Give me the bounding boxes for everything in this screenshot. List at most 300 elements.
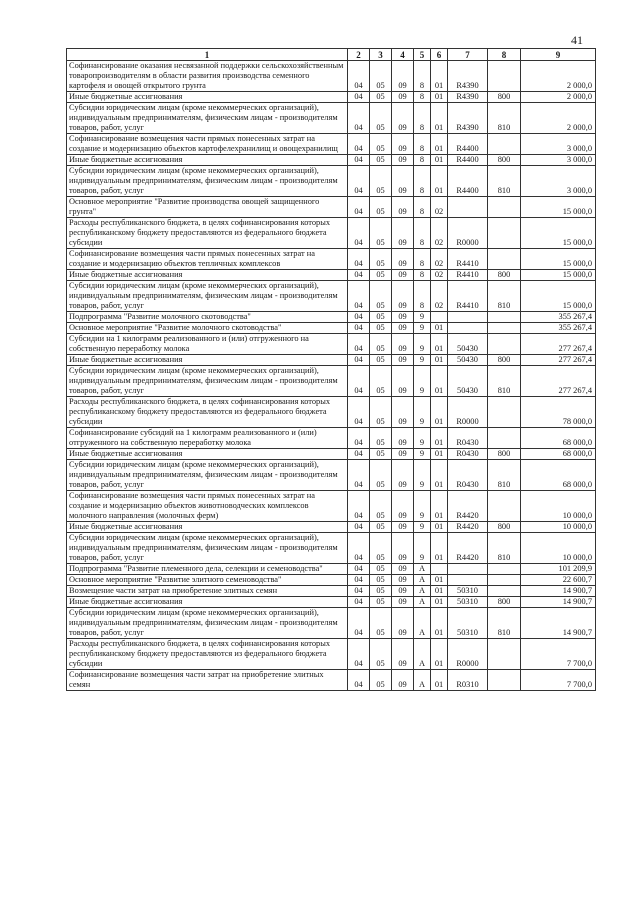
code-cell: R4420 (448, 522, 488, 533)
amount-cell: 15 000,0 (521, 270, 596, 281)
code-cell: 04 (348, 639, 370, 670)
code-cell (488, 323, 521, 334)
row-name: Субсидии юридическим лицам (кроме некоммерческих организаций), индивидуальным предпринимателям, физическим лицам - производителям товаров, работ, услуг (67, 103, 348, 134)
column-header: 7 (448, 49, 488, 61)
code-cell: 09 (392, 397, 414, 428)
code-cell: 9 (414, 397, 431, 428)
table-row (67, 334, 596, 355)
code-cell: 01 (431, 366, 448, 397)
code-cell: 04 (348, 586, 370, 597)
code-cell (488, 575, 521, 586)
code-cell: R4400 (448, 166, 488, 197)
code-cell: 05 (370, 597, 392, 608)
row-name: Расходы республиканского бюджета, в целях софинансирования которых республиканскому бюджету предоставляются из федерального бюджета субсидии (67, 639, 348, 670)
code-cell: 04 (348, 92, 370, 103)
code-cell: R4400 (448, 134, 488, 155)
table-row (67, 397, 596, 428)
code-cell (488, 564, 521, 575)
code-cell: 9 (414, 533, 431, 564)
code-cell: 9 (414, 428, 431, 449)
amount-cell: 2 000,0 (521, 61, 596, 92)
code-cell: 810 (488, 366, 521, 397)
code-cell: 05 (370, 249, 392, 270)
row-name: Иные бюджетные ассигнования (67, 270, 348, 281)
code-cell: 01 (431, 428, 448, 449)
code-cell: 01 (431, 134, 448, 155)
code-cell: 05 (370, 155, 392, 166)
code-cell: 50430 (448, 334, 488, 355)
code-cell (488, 491, 521, 522)
code-cell: А (414, 597, 431, 608)
code-cell: 04 (348, 460, 370, 491)
code-cell: 05 (370, 134, 392, 155)
code-cell: R4400 (448, 155, 488, 166)
table-row (67, 166, 596, 197)
budget-table (66, 48, 596, 691)
code-cell: 09 (392, 670, 414, 691)
table-row (67, 449, 596, 460)
code-cell: 8 (414, 166, 431, 197)
code-cell: 05 (370, 586, 392, 597)
code-cell: 800 (488, 92, 521, 103)
code-cell: 02 (431, 197, 448, 218)
amount-cell: 2 000,0 (521, 92, 596, 103)
code-cell: 01 (431, 334, 448, 355)
code-cell: 01 (431, 608, 448, 639)
code-cell: 09 (392, 491, 414, 522)
code-cell: 05 (370, 575, 392, 586)
amount-cell: 277 267,4 (521, 334, 596, 355)
code-cell: 800 (488, 449, 521, 460)
code-cell: 01 (431, 103, 448, 134)
table-row (67, 460, 596, 491)
code-cell: 01 (431, 460, 448, 491)
code-cell: 810 (488, 103, 521, 134)
amount-cell: 3 000,0 (521, 134, 596, 155)
code-cell: 9 (414, 312, 431, 323)
code-cell: 04 (348, 491, 370, 522)
amount-cell: 15 000,0 (521, 218, 596, 249)
row-name: Иные бюджетные ассигнования (67, 449, 348, 460)
code-cell: R4390 (448, 92, 488, 103)
row-name: Иные бюджетные ассигнования (67, 522, 348, 533)
table-row (67, 323, 596, 334)
amount-cell: 277 267,4 (521, 355, 596, 366)
table-row (67, 281, 596, 312)
code-cell: 800 (488, 355, 521, 366)
code-cell: 09 (392, 639, 414, 670)
row-name: Софинансирование оказания несвязанной поддержки сельскохозяйственным товаропроизводителям в области развития производства семенного картофеля и овощей открытого грунта (67, 61, 348, 92)
amount-cell: 10 000,0 (521, 522, 596, 533)
code-cell (488, 586, 521, 597)
code-cell: 9 (414, 355, 431, 366)
code-cell: 8 (414, 270, 431, 281)
code-cell: 9 (414, 449, 431, 460)
code-cell: 04 (348, 597, 370, 608)
code-cell: 09 (392, 449, 414, 460)
code-cell: 04 (348, 103, 370, 134)
code-cell: R0000 (448, 397, 488, 428)
row-name: Субсидии юридическим лицам (кроме некоммерческих организаций), индивидуальным предпринимателям, физическим лицам - производителям товаров, работ, услуг (67, 608, 348, 639)
code-cell: А (414, 608, 431, 639)
table-row (67, 639, 596, 670)
code-cell: R0430 (448, 449, 488, 460)
code-cell: 09 (392, 323, 414, 334)
column-header: 1 (67, 49, 348, 61)
table-row (67, 366, 596, 397)
code-cell (488, 134, 521, 155)
code-cell: 810 (488, 533, 521, 564)
code-cell: 05 (370, 323, 392, 334)
code-cell: 02 (431, 249, 448, 270)
code-cell: 09 (392, 134, 414, 155)
table-row (67, 597, 596, 608)
code-cell: 02 (431, 281, 448, 312)
code-cell: 04 (348, 449, 370, 460)
code-cell: R4420 (448, 533, 488, 564)
code-cell: 09 (392, 197, 414, 218)
amount-cell: 68 000,0 (521, 460, 596, 491)
column-header: 4 (392, 49, 414, 61)
row-name: Софинансирование возмещения части прямых понесенных затрат на создание и модернизацию объектов картофелехранилищ и овощехранилищ (67, 134, 348, 155)
table-row (67, 575, 596, 586)
amount-cell: 68 000,0 (521, 449, 596, 460)
code-cell: 04 (348, 366, 370, 397)
amount-cell: 7 700,0 (521, 670, 596, 691)
code-cell: 8 (414, 103, 431, 134)
code-cell: 09 (392, 249, 414, 270)
amount-cell: 15 000,0 (521, 281, 596, 312)
column-header: 9 (521, 49, 596, 61)
code-cell: 01 (431, 155, 448, 166)
row-name: Субсидии юридическим лицам (кроме некоммерческих организаций), индивидуальным предпринимателям, физическим лицам - производителям товаров, работ, услуг (67, 366, 348, 397)
code-cell: 9 (414, 522, 431, 533)
code-cell: 05 (370, 218, 392, 249)
code-cell: 09 (392, 312, 414, 323)
code-cell: 09 (392, 281, 414, 312)
table-row (67, 197, 596, 218)
code-cell: 04 (348, 608, 370, 639)
row-name: Субсидии юридическим лицам (кроме некоммерческих организаций), индивидуальным предпринимателям, физическим лицам - производителям товаров, работ, услуг (67, 166, 348, 197)
amount-cell: 10 000,0 (521, 533, 596, 564)
code-cell (488, 218, 521, 249)
code-cell: 05 (370, 491, 392, 522)
code-cell: 800 (488, 597, 521, 608)
table-row (67, 670, 596, 691)
row-name: Иные бюджетные ассигнования (67, 155, 348, 166)
code-cell: 01 (431, 670, 448, 691)
code-cell: 810 (488, 460, 521, 491)
table-row (67, 270, 596, 281)
amount-cell: 15 000,0 (521, 197, 596, 218)
code-cell (448, 564, 488, 575)
code-cell: 05 (370, 533, 392, 564)
code-cell: 9 (414, 460, 431, 491)
code-cell: 09 (392, 334, 414, 355)
amount-cell: 22 600,7 (521, 575, 596, 586)
code-cell: 01 (431, 166, 448, 197)
amount-cell: 3 000,0 (521, 166, 596, 197)
amount-cell: 78 000,0 (521, 397, 596, 428)
row-name: Подпрограмма "Развитие молочного скотоводства" (67, 312, 348, 323)
code-cell: 05 (370, 334, 392, 355)
code-cell: R4410 (448, 281, 488, 312)
code-cell: 05 (370, 564, 392, 575)
code-cell: R0430 (448, 428, 488, 449)
page-number: 41 (571, 33, 583, 47)
code-cell: 04 (348, 155, 370, 166)
code-cell: А (414, 586, 431, 597)
code-cell (488, 428, 521, 449)
code-cell: R4410 (448, 270, 488, 281)
code-cell: R4410 (448, 249, 488, 270)
amount-cell: 15 000,0 (521, 249, 596, 270)
row-name: Расходы республиканского бюджета, в целях софинансирования которых республиканскому бюджету предоставляются из федерального бюджета субсидии (67, 218, 348, 249)
code-cell: 50430 (448, 366, 488, 397)
row-name: Софинансирование возмещения части прямых понесенных затрат на создание и модернизацию объектов тепличных комплексов (67, 249, 348, 270)
code-cell: 01 (431, 533, 448, 564)
code-cell: 01 (431, 61, 448, 92)
code-cell: 810 (488, 281, 521, 312)
code-cell (431, 564, 448, 575)
code-cell: А (414, 670, 431, 691)
table-row (67, 564, 596, 575)
code-cell (448, 575, 488, 586)
code-cell: 09 (392, 166, 414, 197)
code-cell: 50310 (448, 586, 488, 597)
code-cell: 8 (414, 218, 431, 249)
row-name: Софинансирование субсидий на 1 килограмм реализованного и (или) отгруженного на собственную переработку молока (67, 428, 348, 449)
code-cell: 800 (488, 270, 521, 281)
row-name: Основное мероприятие "Развитие молочного скотоводства" (67, 323, 348, 334)
code-cell: 09 (392, 564, 414, 575)
code-cell: R0000 (448, 639, 488, 670)
code-cell: 8 (414, 249, 431, 270)
code-cell: 09 (392, 608, 414, 639)
code-cell: 810 (488, 608, 521, 639)
code-cell: 09 (392, 155, 414, 166)
code-cell (488, 197, 521, 218)
row-name: Расходы республиканского бюджета, в целях софинансирования которых республиканскому бюджету предоставляются из федерального бюджета субсидии (67, 397, 348, 428)
code-cell (448, 323, 488, 334)
code-cell: R4420 (448, 491, 488, 522)
code-cell: 04 (348, 355, 370, 366)
code-cell: А (414, 639, 431, 670)
code-cell: 09 (392, 428, 414, 449)
code-cell: 05 (370, 397, 392, 428)
code-cell: 8 (414, 281, 431, 312)
code-cell: А (414, 564, 431, 575)
row-name: Иные бюджетные ассигнования (67, 355, 348, 366)
code-cell: 9 (414, 366, 431, 397)
code-cell: 05 (370, 92, 392, 103)
amount-cell: 14 900,7 (521, 597, 596, 608)
amount-cell: 14 900,7 (521, 586, 596, 597)
code-cell: 01 (431, 355, 448, 366)
row-name: Подпрограмма "Развитие племенного дела, селекции и семеноводства" (67, 564, 348, 575)
code-cell: 05 (370, 312, 392, 323)
table-row (67, 491, 596, 522)
code-cell: 800 (488, 155, 521, 166)
code-cell: 05 (370, 103, 392, 134)
code-cell: 04 (348, 323, 370, 334)
code-cell (448, 197, 488, 218)
code-cell: 05 (370, 366, 392, 397)
code-cell: 8 (414, 134, 431, 155)
amount-cell: 68 000,0 (521, 428, 596, 449)
code-cell: 05 (370, 61, 392, 92)
code-cell: 05 (370, 197, 392, 218)
row-name: Софинансирование возмещения части прямых понесенных затрат на создание и модернизацию объектов животноводческих комплексов молочного направления (молочных ферм) (67, 491, 348, 522)
code-cell: 9 (414, 323, 431, 334)
row-name: Основное мероприятие "Развитие производства овощей защищенного грунта" (67, 197, 348, 218)
code-cell: 09 (392, 218, 414, 249)
code-cell: 09 (392, 575, 414, 586)
code-cell: 04 (348, 281, 370, 312)
code-cell: R4390 (448, 61, 488, 92)
table-row (67, 61, 596, 92)
code-cell: 05 (370, 522, 392, 533)
amount-cell: 7 700,0 (521, 639, 596, 670)
amount-cell: 101 209,9 (521, 564, 596, 575)
amount-cell: 10 000,0 (521, 491, 596, 522)
code-cell: 09 (392, 270, 414, 281)
code-cell: 04 (348, 197, 370, 218)
code-cell: 09 (392, 366, 414, 397)
table-row (67, 218, 596, 249)
code-cell: 04 (348, 312, 370, 323)
code-cell: 05 (370, 355, 392, 366)
row-name: Иные бюджетные ассигнования (67, 597, 348, 608)
code-cell: 04 (348, 564, 370, 575)
code-cell: 01 (431, 575, 448, 586)
table-header-row (67, 49, 596, 61)
code-cell: 800 (488, 522, 521, 533)
code-cell: 04 (348, 270, 370, 281)
code-cell: 9 (414, 491, 431, 522)
code-cell: 09 (392, 92, 414, 103)
code-cell (448, 312, 488, 323)
column-header: 2 (348, 49, 370, 61)
code-cell: 02 (431, 270, 448, 281)
code-cell (488, 61, 521, 92)
code-cell: R0430 (448, 460, 488, 491)
column-header: 5 (414, 49, 431, 61)
table-row (67, 522, 596, 533)
code-cell: 05 (370, 270, 392, 281)
table-row (67, 249, 596, 270)
row-name: Субсидии юридическим лицам (кроме некоммерческих организаций), индивидуальным предпринимателям, физическим лицам - производителям товаров, работ, услуг (67, 533, 348, 564)
amount-cell: 2 000,0 (521, 103, 596, 134)
code-cell (488, 639, 521, 670)
code-cell: 09 (392, 460, 414, 491)
code-cell: 04 (348, 166, 370, 197)
code-cell: 04 (348, 575, 370, 586)
code-cell: 50310 (448, 597, 488, 608)
row-name: Возмещение части затрат на приобретение элитных семян (67, 586, 348, 597)
code-cell (488, 249, 521, 270)
code-cell: 9 (414, 334, 431, 355)
amount-cell: 355 267,4 (521, 323, 596, 334)
code-cell: R0310 (448, 670, 488, 691)
code-cell: 05 (370, 166, 392, 197)
code-cell: 05 (370, 639, 392, 670)
code-cell: 05 (370, 428, 392, 449)
code-cell: 09 (392, 522, 414, 533)
column-header: 3 (370, 49, 392, 61)
row-name: Софинансирование возмещения части затрат на приобретение элитных семян (67, 670, 348, 691)
code-cell: 04 (348, 670, 370, 691)
code-cell (488, 397, 521, 428)
code-cell: 8 (414, 155, 431, 166)
code-cell: 8 (414, 61, 431, 92)
code-cell: 05 (370, 608, 392, 639)
code-cell: R0000 (448, 218, 488, 249)
table-row (67, 586, 596, 597)
table-row (67, 533, 596, 564)
code-cell: 810 (488, 166, 521, 197)
amount-cell: 3 000,0 (521, 155, 596, 166)
code-cell: 50430 (448, 355, 488, 366)
column-header: 8 (488, 49, 521, 61)
row-name: Субсидии юридическим лицам (кроме некоммерческих организаций), индивидуальным предпринимателям, физическим лицам - производителям товаров, работ, услуг (67, 460, 348, 491)
code-cell: 09 (392, 586, 414, 597)
code-cell: 01 (431, 397, 448, 428)
code-cell: 04 (348, 249, 370, 270)
code-cell: 04 (348, 134, 370, 155)
table-row (67, 608, 596, 639)
code-cell (488, 670, 521, 691)
amount-cell: 277 267,4 (521, 366, 596, 397)
amount-cell: 355 267,4 (521, 312, 596, 323)
code-cell: 05 (370, 281, 392, 312)
code-cell: А (414, 575, 431, 586)
code-cell: 01 (431, 639, 448, 670)
code-cell: 04 (348, 334, 370, 355)
code-cell: 04 (348, 218, 370, 249)
table-body (67, 61, 596, 691)
table-row (67, 355, 596, 366)
code-cell: 05 (370, 460, 392, 491)
code-cell: 09 (392, 355, 414, 366)
code-cell: R4390 (448, 103, 488, 134)
code-cell: 04 (348, 522, 370, 533)
code-cell: 01 (431, 586, 448, 597)
code-cell: 09 (392, 533, 414, 564)
code-cell: 8 (414, 92, 431, 103)
table-row (67, 428, 596, 449)
code-cell: 04 (348, 397, 370, 428)
code-cell (488, 334, 521, 355)
row-name: Субсидии юридическим лицам (кроме некоммерческих организаций), индивидуальным предпринимателям, физическим лицам - производителям товаров, работ, услуг (67, 281, 348, 312)
table-row (67, 92, 596, 103)
code-cell: 09 (392, 597, 414, 608)
code-cell: 04 (348, 61, 370, 92)
table-row (67, 155, 596, 166)
code-cell: 01 (431, 522, 448, 533)
code-cell: 04 (348, 428, 370, 449)
code-cell: 01 (431, 323, 448, 334)
code-cell: 01 (431, 597, 448, 608)
row-name: Иные бюджетные ассигнования (67, 92, 348, 103)
amount-cell: 14 900,7 (521, 608, 596, 639)
table-row (67, 103, 596, 134)
code-cell: 50310 (448, 608, 488, 639)
row-name: Субсидии на 1 килограмм реализованного и (или) отгруженного на собственную переработку молока (67, 334, 348, 355)
code-cell (431, 312, 448, 323)
code-cell: 05 (370, 670, 392, 691)
code-cell (488, 312, 521, 323)
